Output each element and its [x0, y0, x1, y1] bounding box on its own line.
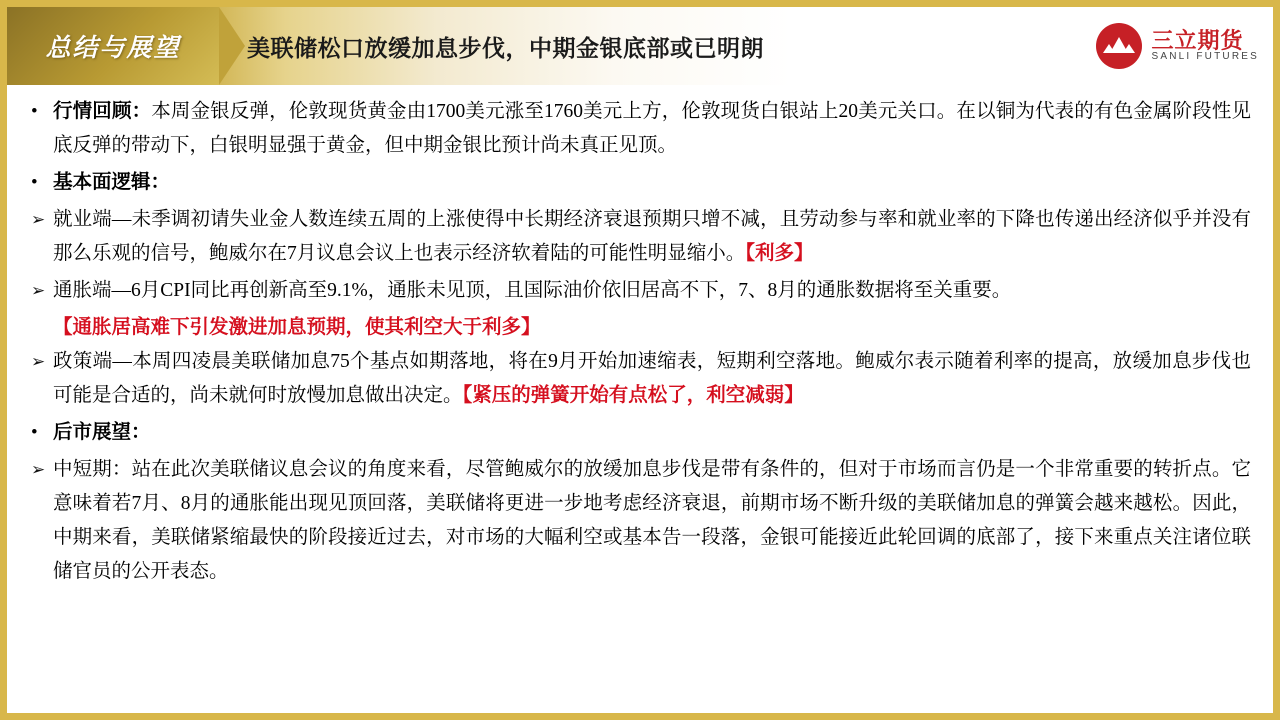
brand-name-cn: 三立期货	[1151, 28, 1244, 54]
page-title: 美联储松口放缓加息步伐，中期金银底部或已明朗	[247, 35, 764, 61]
paragraph-body: 就业端—未季调初请失业金人数连续五周的上涨使得中长期经济衰退预期只增不减，且劳动参与率和就业率的下降也传递出经济似乎并没有那么乐观的信号，鲍威尔在7月议息会议上也表示经济软着陆的可能性明显缩小。	[53, 209, 1251, 264]
brand-logo	[1096, 21, 1259, 71]
paragraph-body: 政策端—本周四凌晨美联储加息75个基点如期落地，将在9月开始加速缩表，短期利空落地。鲍威尔表示随着利率的提高，放缓加息步伐也可能是合适的，尚未就何时放慢加息做出决定。	[53, 351, 1251, 406]
paragraph-body: 本周金银反弹，伦敦现货黄金由1700美元涨至1760美元上方，伦敦现货白银站上20美元关口。在以铜为代表的有色金属阶段性见底反弹的带动下，白银明显强于黄金，但中期金银比预计尚未真正见顶。	[53, 101, 1251, 156]
header-section-tab-label: 总结与展望	[45, 35, 181, 62]
brand-name-en: SANLI FUTURES	[1151, 51, 1259, 63]
paragraph-employment	[31, 203, 1251, 271]
heading-fundamental-logic	[31, 166, 1251, 200]
paragraph-text	[53, 274, 1251, 308]
paragraph-inflation	[31, 274, 1251, 308]
paragraph-body: 通胀端—6月CPI同比再创新高至9.1%，通胀未见顶，且国际油价依旧居高不下，7、8月的通胀数据将至关重要。	[53, 280, 1012, 301]
brand-logo-text	[1151, 29, 1259, 63]
paragraph-text	[53, 95, 1251, 163]
heading-text: 基本面逻辑：	[53, 172, 171, 193]
paragraph-lead: 中短期：	[53, 459, 132, 480]
heading-text: 后市展望：	[53, 422, 151, 443]
header-section-tab	[7, 7, 219, 85]
paragraph-text	[53, 345, 1251, 413]
paragraph-market-review	[31, 95, 1251, 163]
paragraph-policy	[31, 345, 1251, 413]
bullet-arrow-icon: ➢	[31, 460, 46, 479]
bullet-arrow-icon: ➢	[31, 281, 46, 300]
paragraph-lead: 行情回顾：	[53, 101, 152, 122]
slide-header	[7, 7, 1273, 85]
paragraph-short-mid-term	[31, 453, 1251, 589]
bullet-dot-icon: •	[31, 101, 38, 122]
mountain-icon	[1096, 23, 1142, 69]
bullet-arrow-icon: ➢	[31, 352, 46, 371]
paragraph-highlight: 【利多】	[745, 243, 814, 264]
paragraph-highlight: 【紧压的弹簧开始有点松了，利空减弱】	[462, 385, 804, 406]
slide-body	[7, 85, 1273, 589]
paragraph-body: 站在此次美联储议息会议的角度来看，尽管鲍威尔的放缓加息步伐是带有条件的，但对于市场而言仍是一个非常重要的转折点。它意味着若7月、8月的通胀能出现见顶回落，美联储将更进一步地考虑经济衰退，前期市场不断升级的美联储加息的弹簧会越来越松。因此，中期来看，美联储紧缩最快的阶段接近过去，对市场的大幅利空或基本告一段落，金银可能接近此轮回调的底部了，接下来重点关注诸位联储官员的公开表态。	[53, 459, 1251, 582]
bullet-arrow-icon: ➢	[31, 210, 46, 229]
bullet-dot-icon: •	[31, 172, 38, 193]
heading-outlook	[31, 416, 1251, 450]
paragraph-inflation-highlight: 【通胀居高难下引发激进加息预期，使其利空大于利多】	[53, 317, 541, 338]
paragraph-text	[53, 453, 1251, 589]
bullet-dot-icon: •	[31, 422, 38, 443]
paragraph-text	[53, 203, 1251, 271]
